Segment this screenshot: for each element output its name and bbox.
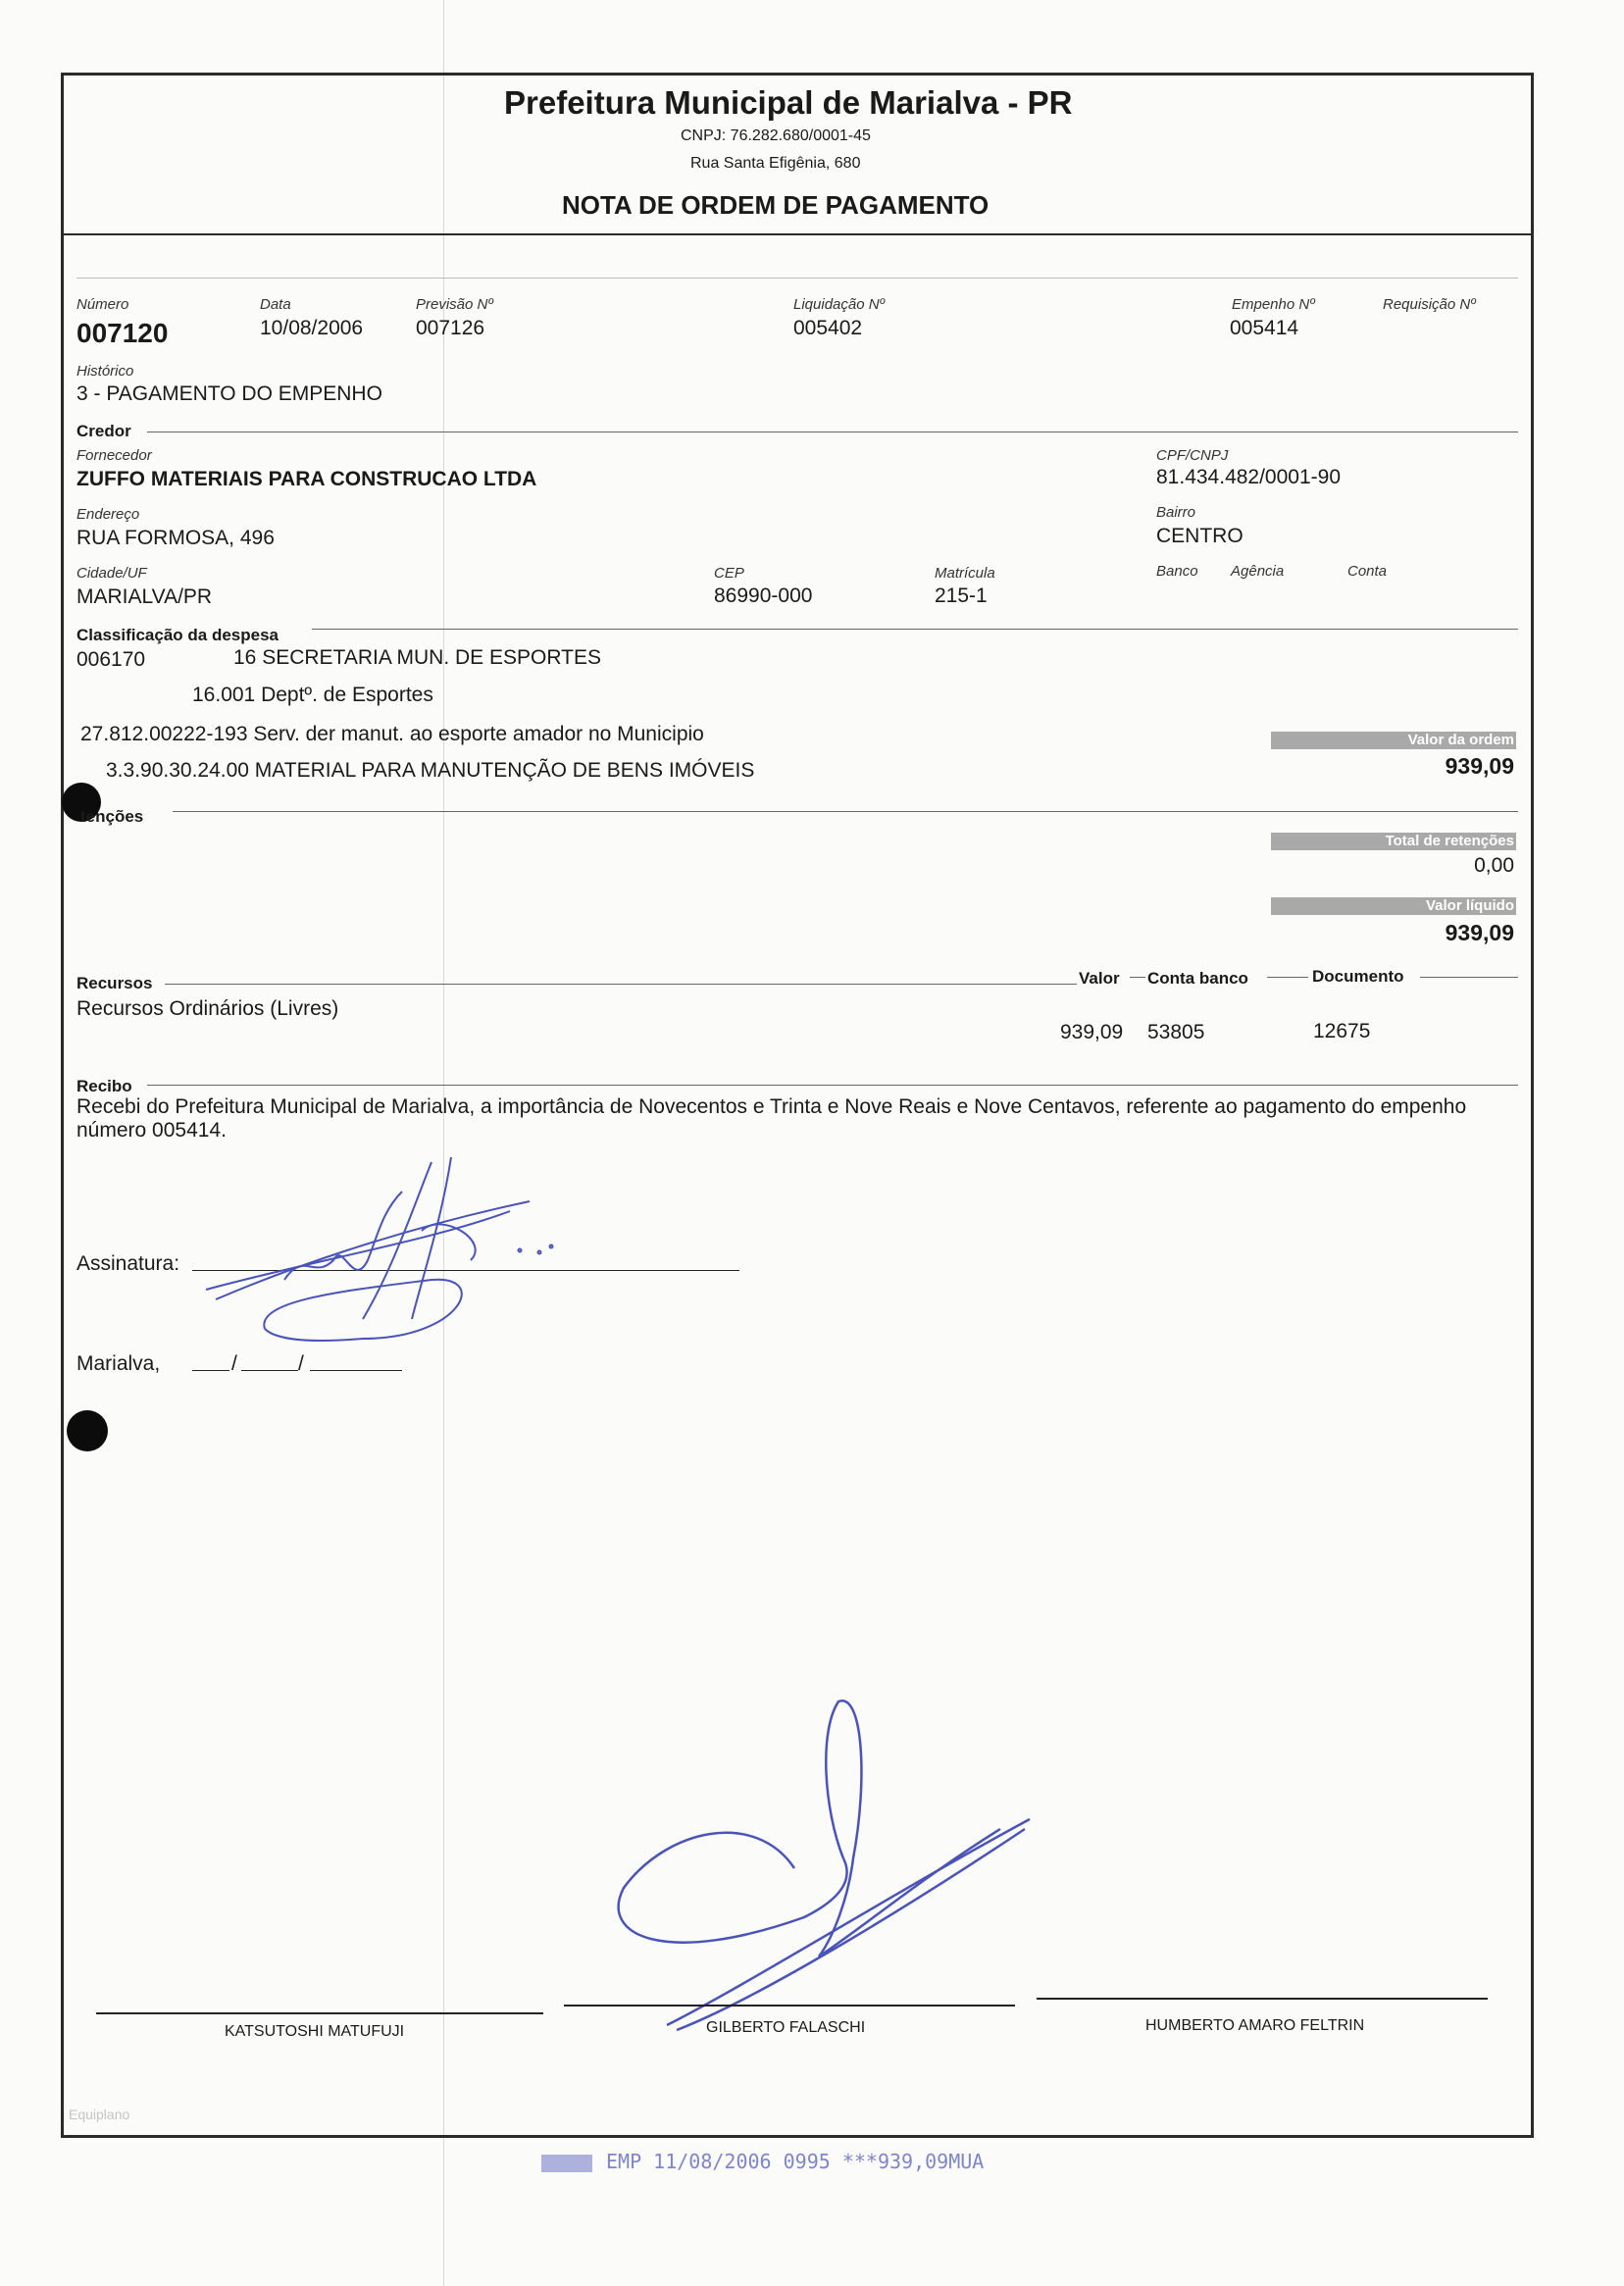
retencoes-rule [173,811,1518,812]
total-retencoes-label: Total de retenções [1385,833,1514,849]
bairro-label: Bairro [1156,504,1196,521]
endereco-label: Endereço [76,506,140,523]
data-value: 10/08/2006 [260,317,364,339]
credor-section-title: Credor [76,422,131,440]
recursos-conta: 53805 [1147,1021,1205,1043]
classificacao-line3: 27.812.00222-193 Serv. der manut. ao esporte amador no Municipio [80,723,704,745]
valor-ordem-label: Valor da ordem [1407,732,1514,748]
previsao-label: Previsão Nº [416,296,493,313]
historico-label: Histórico [76,363,134,380]
recursos-rule [165,984,1077,985]
banco-label: Banco [1156,563,1198,580]
cidade-label: Cidade/UF [76,565,147,582]
bank-stamp-text: EMP 11/08/2006 0995 ***939,09MUA [606,2150,985,2173]
signature-line-3 [1037,1998,1488,2000]
valor-liquido-value: 939,09 [1445,920,1514,945]
assinatura-label: Assinatura: [76,1252,180,1275]
liquidacao-value: 005402 [793,317,863,339]
liquidacao-label: Liquidação Nº [793,296,886,313]
punch-hole-mark-2 [67,1410,108,1451]
classificacao-rule [312,629,1518,630]
date-day-line [192,1370,229,1371]
header-address: Rua Santa Efigênia, 680 [690,155,861,172]
local-label: Marialva, [76,1352,161,1375]
cep-label: CEP [714,565,744,582]
date-month-line [241,1370,298,1371]
historico-value: 3 - PAGAMENTO DO EMPENHO [76,382,382,405]
recursos-valor: 939,09 [1060,1021,1124,1043]
classificacao-line1: 16 SECRETARIA MUN. DE ESPORTES [233,646,601,669]
endereco-value: RUA FORMOSA, 496 [76,527,275,549]
conta-label: Conta [1347,563,1388,580]
signatory-1: KATSUTOSHI MATUFUJI [225,2023,405,2040]
signatory-2: GILBERTO FALASCHI [706,2019,866,2036]
agencia-label: Agência [1231,563,1285,580]
total-retencoes-value: 0,00 [1474,854,1514,877]
recursos-documento-label: Documento [1312,967,1404,986]
numero-value: 007120 [76,318,169,348]
date-slash-1: / [231,1352,237,1375]
recursos-valor-label: Valor [1079,969,1120,988]
header-cnpj: CNPJ: 76.282.680/0001-45 [681,127,871,144]
valor-liquido-label: Valor líquido [1425,897,1514,914]
fornecedor-value: ZUFFO MATERIAIS PARA CONSTRUCAO LTDA [76,468,537,490]
signatory-3: HUMBERTO AMARO FELTRIN [1145,2017,1365,2034]
recursos-value: Recursos Ordinários (Livres) [76,997,339,1020]
cpf-value: 81.434.482/0001-90 [1156,466,1342,488]
bank-stamp-logo [541,2155,592,2172]
cpf-label: CPF/CNPJ [1156,447,1229,464]
recursos-valor-rule [1130,977,1145,978]
classificacao-line4: 3.3.90.30.24.00 MATERIAL PARA MANUTENÇÃO DE BENS IMÓVEIS [106,759,755,782]
classificacao-line2: 16.001 Deptº. de Esportes [192,684,433,706]
valor-ordem-bar [1271,732,1516,749]
recebedor-signature [196,1152,569,1348]
fornecedor-label: Fornecedor [76,447,152,464]
date-slash-2: / [298,1352,304,1375]
recibo-rule [147,1085,1518,1086]
valor-liquido-bar [1271,897,1516,915]
classificacao-section-title: Classificação da despesa [76,626,279,644]
numero-label: Número [76,296,129,313]
total-retencoes-bar [1271,833,1516,850]
signature-line-1 [96,2012,543,2014]
bairro-value: CENTRO [1156,525,1243,547]
date-year-line [310,1370,402,1371]
valor-ordem-value: 939,09 [1445,753,1514,779]
matricula-label: Matrícula [935,565,995,582]
header-divider [61,233,1531,235]
matricula-value: 215-1 [935,584,988,607]
data-label: Data [260,296,291,313]
recibo-text: Recebi do Prefeitura Municipal de Marialva, a importância de Novecentos e Trinta e Nove Reais e Nove Centavos, referente ao pagamento do empenho número 005414. [76,1095,1467,1142]
classificacao-code: 006170 [76,648,146,671]
previsao-value: 007126 [416,317,485,339]
empenho-label: Empenho Nº [1232,296,1315,313]
bank-stamp [541,2150,984,2173]
page-title: Prefeitura Municipal de Marialva - PR [504,84,1073,121]
signature-line-2 [564,2005,1015,2007]
cep-value: 86990-000 [714,584,813,607]
footer-equiplano: Equiplano [69,2107,130,2122]
retencoes-section-title: tenções [80,807,144,826]
recursos-section-title: Recursos [76,974,153,992]
gilberto-signature [608,1692,1040,2045]
recursos-documento: 12675 [1313,1020,1371,1042]
document-title: NOTA DE ORDEM DE PAGAMENTO [562,190,990,220]
requisicao-label: Requisição Nº [1383,296,1476,313]
recursos-conta-label: Conta banco [1147,969,1248,988]
empenho-value: 005414 [1230,317,1299,339]
recibo-section-title: Recibo [76,1077,132,1095]
recursos-conta-rule [1267,977,1308,978]
cidade-value: MARIALVA/PR [76,585,213,608]
recursos-documento-rule [1420,977,1518,978]
ids-top-rule [76,278,1518,279]
